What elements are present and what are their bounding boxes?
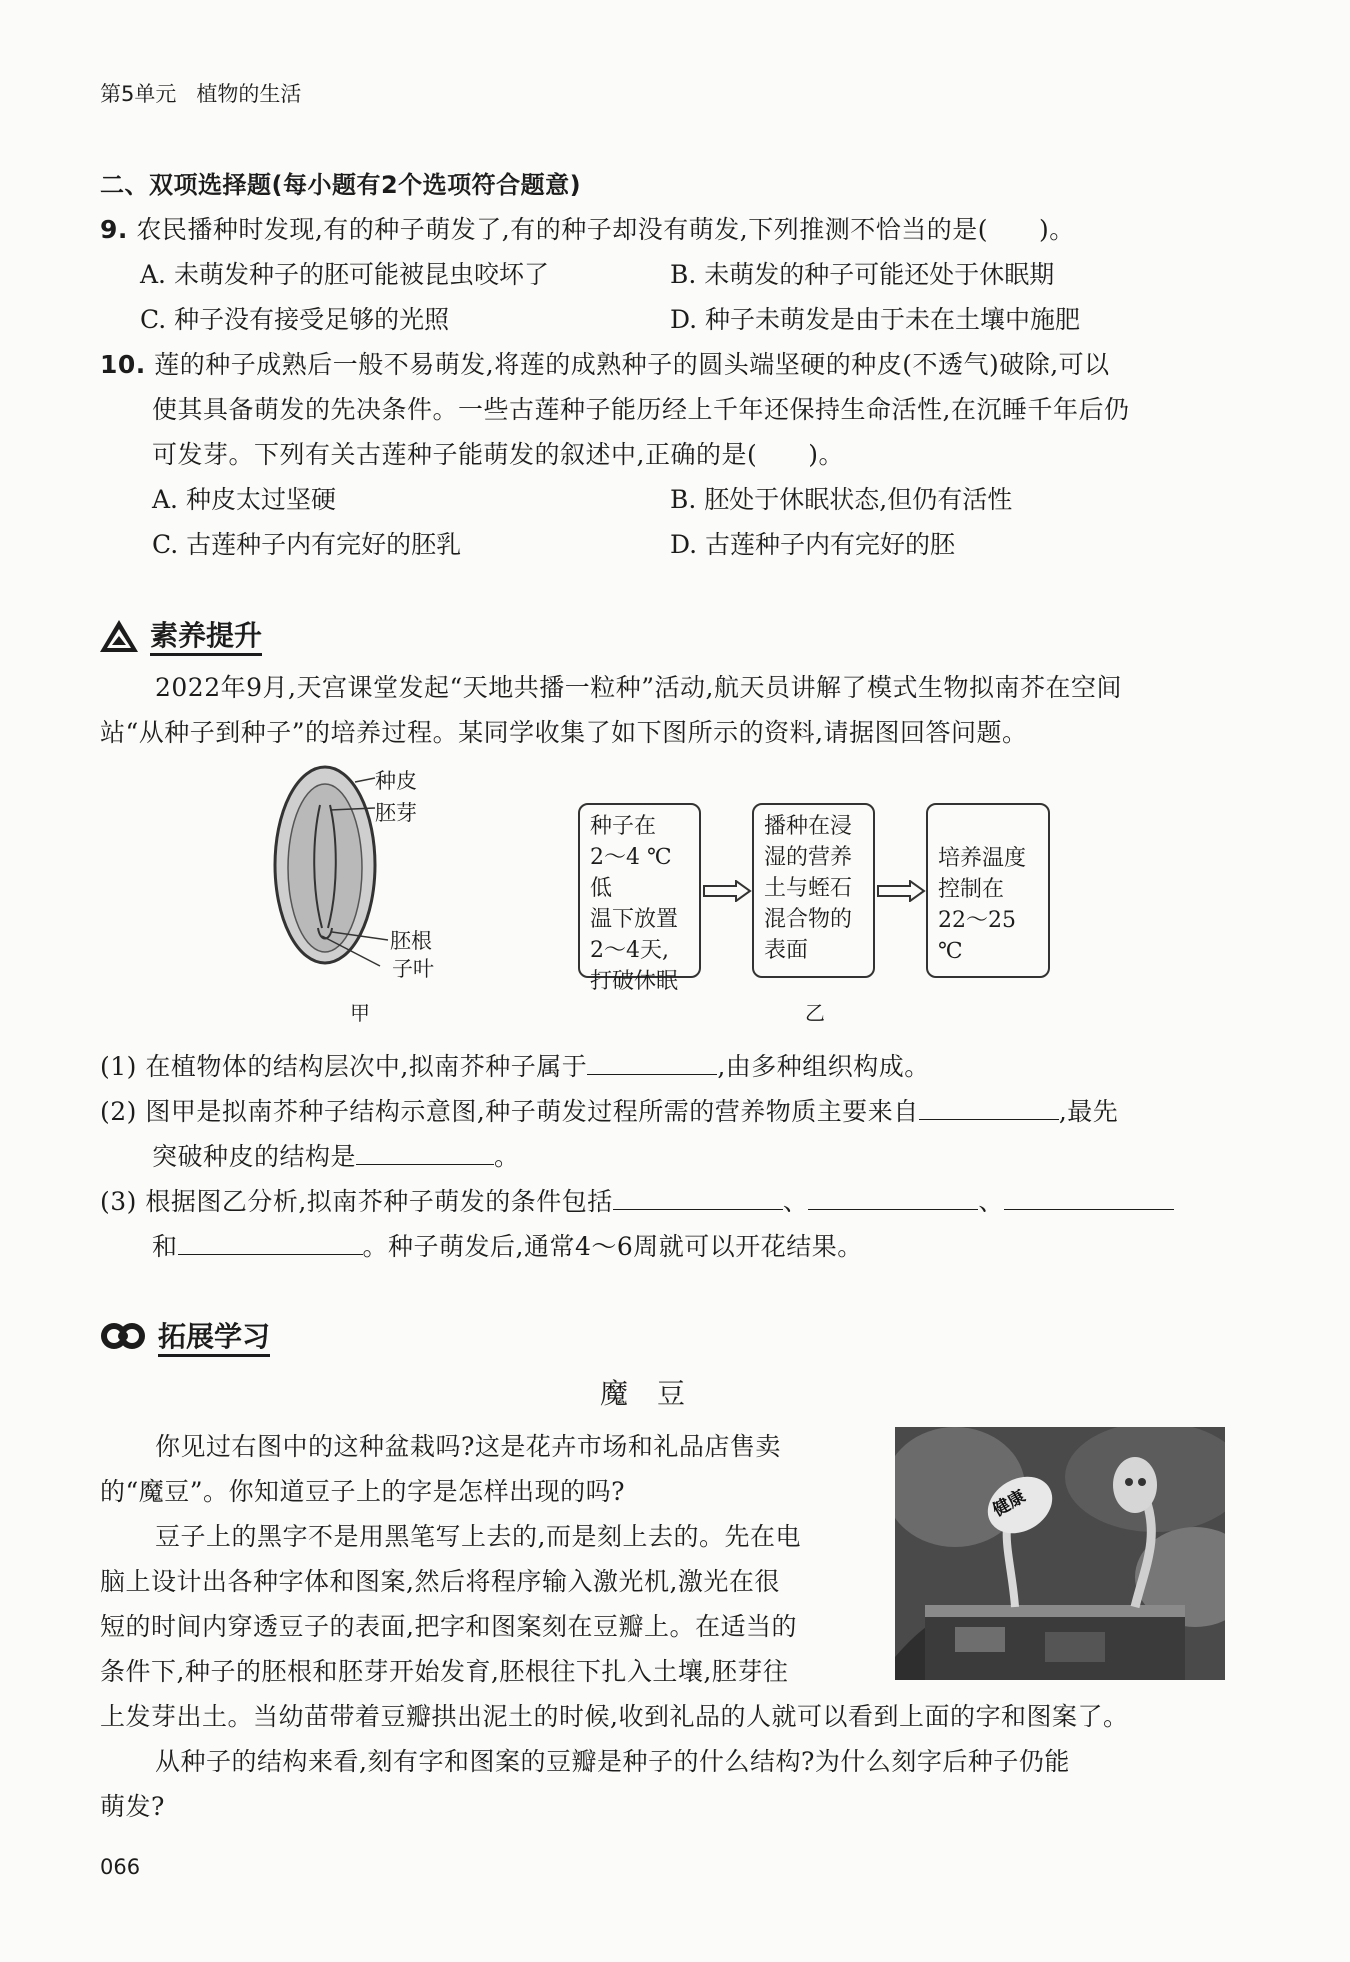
literacy-question-3: (3) 根据图乙分析,拟南芥种子萌发的条件包括 、 、 (100, 1182, 1174, 1218)
q9-option-d: D. 种子未萌发是由于未在土壤中施肥 (670, 305, 1081, 334)
literacy-question-1: (1) 在植物体的结构层次中,拟南芥种子属于 ,由多种组织构成。 (100, 1052, 930, 1081)
answer-blank[interactable] (808, 1185, 978, 1210)
article-p2-line-5: 上发芽出土。当幼苗带着豆瓣拱出泥土的时候,收到礼品的人就可以看到上面的字和图案了。 (100, 1702, 1129, 1731)
q9-option-b: B. 未萌发的种子可能还处于休眠期 (670, 260, 1055, 289)
flow-step-2: 播种在浸 湿的营养 土与蛭石 混合物的 表面 (752, 803, 875, 978)
literacy-question-3-line-2: 和 。种子萌发后,通常4～6周就可以开花结果。 (152, 1232, 863, 1261)
question-9 (100, 210, 1075, 246)
article-title: 魔 豆 (600, 1377, 686, 1410)
question-stem-line-3: 可发芽。下列有关古莲种子能萌发的叙述中,正确的是( )。 (152, 440, 844, 469)
answer-blank[interactable] (613, 1185, 783, 1210)
q10-option-a: A. 种皮太过坚硬 (152, 485, 336, 514)
literacy-question-2-line-2: 突破种皮的结构是 。 (152, 1142, 520, 1171)
label-radicle: 胚根 (390, 929, 432, 953)
article-p2-line-4: 条件下,种子的胚根和胚芽开始发育,胚根往下扎入土壤,胚芽往 (100, 1657, 789, 1686)
article-p2-line-3: 短的时间内穿透豆子的表面,把字和图案刻在豆瓣上。在适当的 (100, 1612, 797, 1641)
section-title-literacy: 素养提升 (150, 614, 262, 654)
unit-title: 植物的生活 (196, 82, 302, 106)
answer-blank[interactable] (178, 1230, 363, 1255)
q9-option-c: C. 种子没有接受足够的光照 (140, 305, 450, 334)
question-stem-line-2: 使其具备萌发的先决条件。一些古莲种子能历经上千年还保持生命活性,在沉睡千年后仍 (152, 395, 1130, 424)
article-p3-line-1: 从种子的结构来看,刻有字和图案的豆瓣是种子的什么结构?为什么刻字后种子仍能 (155, 1747, 1070, 1776)
question-stem-line-1: 莲的种子成熟后一般不易萌发,将莲的成熟种子的圆头端坚硬的种皮(不透气)破除,可以 (154, 350, 1110, 379)
question-10 (100, 345, 1110, 381)
section-title-double-choice: 二、双项选择题(每小题有2个选项符合题意) (100, 171, 582, 199)
literacy-question-2: (2) 图甲是拟南芥种子结构示意图,种子萌发过程所需的营养物质主要来自 ,最先 (100, 1097, 1119, 1126)
bean-engraved-text: 健康 (989, 1486, 1029, 1521)
article-p3-line-2: 萌发? (100, 1792, 165, 1821)
article-p1-line-1: 你见过右图中的这种盆栽吗?这是花卉市场和礼品店售卖 (155, 1432, 781, 1461)
q10-option-d: D. 古莲种子内有完好的胚 (670, 530, 956, 559)
answer-blank[interactable] (587, 1050, 717, 1075)
article-p2-line-2: 脑上设计出各种字体和图案,然后将程序输入激光机,激光在很 (100, 1567, 780, 1596)
flow-step-1: 种子在 2～4 ℃低 温下放置 2～4天, 打破休眠 (578, 803, 701, 978)
figure-label-b: 乙 (805, 1001, 825, 1025)
q9-option-a: A. 未萌发种子的胚可能被昆虫咬坏了 (140, 260, 549, 289)
question-number: 10. (100, 350, 146, 379)
article-p1-line-2: 的“魔豆”。你知道豆子上的字是怎样出现的吗? (100, 1477, 625, 1506)
triangle-warning-icon (98, 618, 140, 654)
unit-label: 第5单元 (100, 82, 177, 106)
label-plumule: 胚芽 (375, 801, 417, 825)
answer-blank[interactable] (1004, 1185, 1174, 1210)
speech-bubbles-icon (98, 1318, 150, 1354)
article-p2-line-1: 豆子上的黑字不是用黑笔写上去的,而是刻上去的。先在电 (155, 1522, 801, 1551)
question-number: 9. (100, 215, 128, 244)
section-title-extension: 拓展学习 (158, 1315, 270, 1355)
arrow-right-icon (702, 880, 752, 902)
q10-option-b: B. 胚处于休眠状态,但仍有活性 (670, 485, 1013, 514)
label-seed-coat: 种皮 (375, 769, 417, 793)
label-cotyledon: 子叶 (392, 957, 434, 981)
page-number: 066 (100, 1855, 141, 1879)
answer-blank[interactable] (356, 1140, 494, 1165)
q10-option-c: C. 古莲种子内有完好的胚乳 (152, 530, 462, 559)
literacy-intro-line-2: 站“从种子到种子”的培养过程。某同学收集了如下图所示的资料,请据图回答问题。 (100, 718, 1028, 747)
arrow-right-icon (876, 880, 926, 902)
question-stem: 农民播种时发现,有的种子萌发了,有的种子却没有萌发,下列推测不恰当的是( )。 (136, 215, 1075, 244)
answer-blank[interactable] (919, 1095, 1059, 1120)
magic-bean-photo (895, 1427, 1225, 1680)
literacy-intro-line-1: 2022年9月,天宫课堂发起“天地共播一粒种”活动,航天员讲解了模式生物拟南芥在空间 (155, 673, 1122, 702)
running-header (100, 78, 301, 108)
figure-label-a: 甲 (350, 1001, 370, 1025)
flow-step-3: 培养温度 控制在 22～25 ℃ (926, 803, 1050, 978)
